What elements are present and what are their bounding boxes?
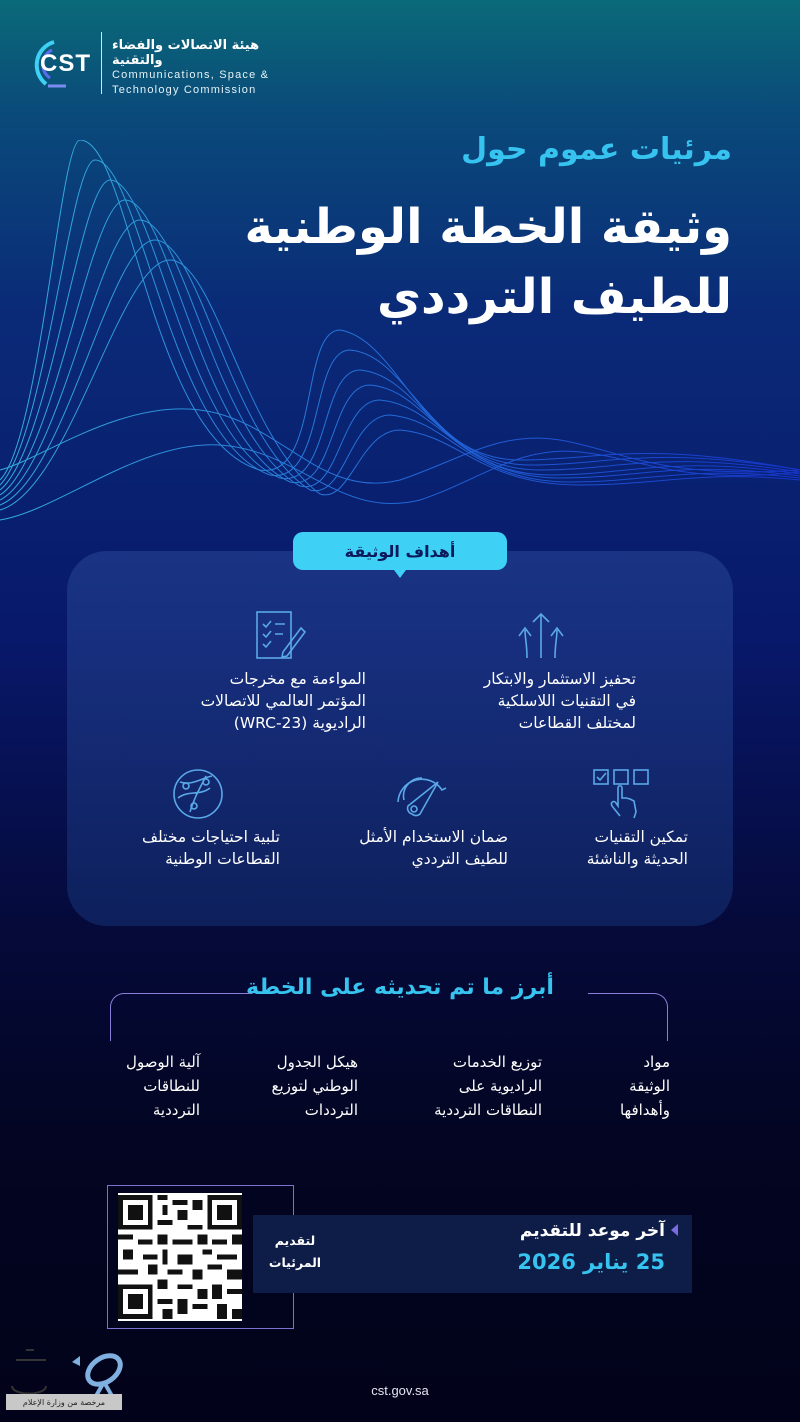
goal-item-3: تمكين التقنيات الحديثة والناشئة [586, 828, 688, 868]
goal-item-5: تلبية احتياجات مختلف القطاعات الوطنية [142, 828, 280, 868]
goal-item-2: المواءمة مع مخرجات المؤتمر العالمي للاتصالات الراديوية (WRC-23) [200, 670, 366, 732]
goals-heading: أهداف الوثيقة [293, 532, 507, 570]
globe-network-icon [172, 768, 224, 820]
goal-item-1: تحفيز الاستثمار والابتكار في التقنيات اللاسلكية لمختلف القطاعات [483, 670, 636, 732]
updates-heading: أبرز ما تم تحديثه على الخطة [246, 975, 554, 1000]
cst-logo: CST [40, 50, 91, 77]
org-name-ar: هيئة الاتصالات والفضاء والتقنية [112, 38, 260, 68]
gauge-icon [392, 768, 448, 820]
update-item-4: آلية الوصول للنطاقات الترددية [126, 1053, 200, 1119]
org-name-en-2: Technology Commission [112, 84, 257, 96]
arrows-up-icon [515, 610, 567, 662]
update-item-3: هيكل الجدول الوطني لتوزيع الترددات [271, 1053, 358, 1119]
subtitle: مرئيات عموم حول [461, 132, 732, 167]
header-divider [101, 32, 102, 94]
title-line-1: وثيقة الخطة الوطنية [244, 199, 732, 255]
qr-caption: لتقديم المرئيات [268, 1233, 322, 1270]
update-item-1: مواد الوثيقة وأهدافها [619, 1053, 670, 1119]
bracket-left [110, 993, 252, 1041]
org-name [112, 38, 312, 98]
deadline-label: آخر موعد للتقديم [519, 1221, 665, 1241]
goal-item-4: ضمان الاستخدام الأمثل للطيف الترددي [359, 828, 508, 868]
org-name-en-1: Communications, Space & [112, 69, 270, 81]
triangle-pointer-icon [671, 1224, 678, 1236]
website-link[interactable]: cst.gov.sa [371, 1383, 429, 1398]
page-title [244, 192, 732, 332]
checklist-pen-icon [255, 610, 307, 662]
bracket-right [588, 993, 668, 1041]
qr-code[interactable] [118, 1193, 242, 1321]
title-line-2: للطيف الترددي [376, 269, 732, 325]
watermark-tag: مرخصة من وزارة الإعلام [6, 1394, 122, 1410]
deadline-date: 25 يناير 2026 [517, 1250, 665, 1274]
touch-select-icon [592, 768, 650, 820]
update-item-2: توزيع الخدمات الراديوية على النطاقات الترددية [434, 1053, 542, 1119]
